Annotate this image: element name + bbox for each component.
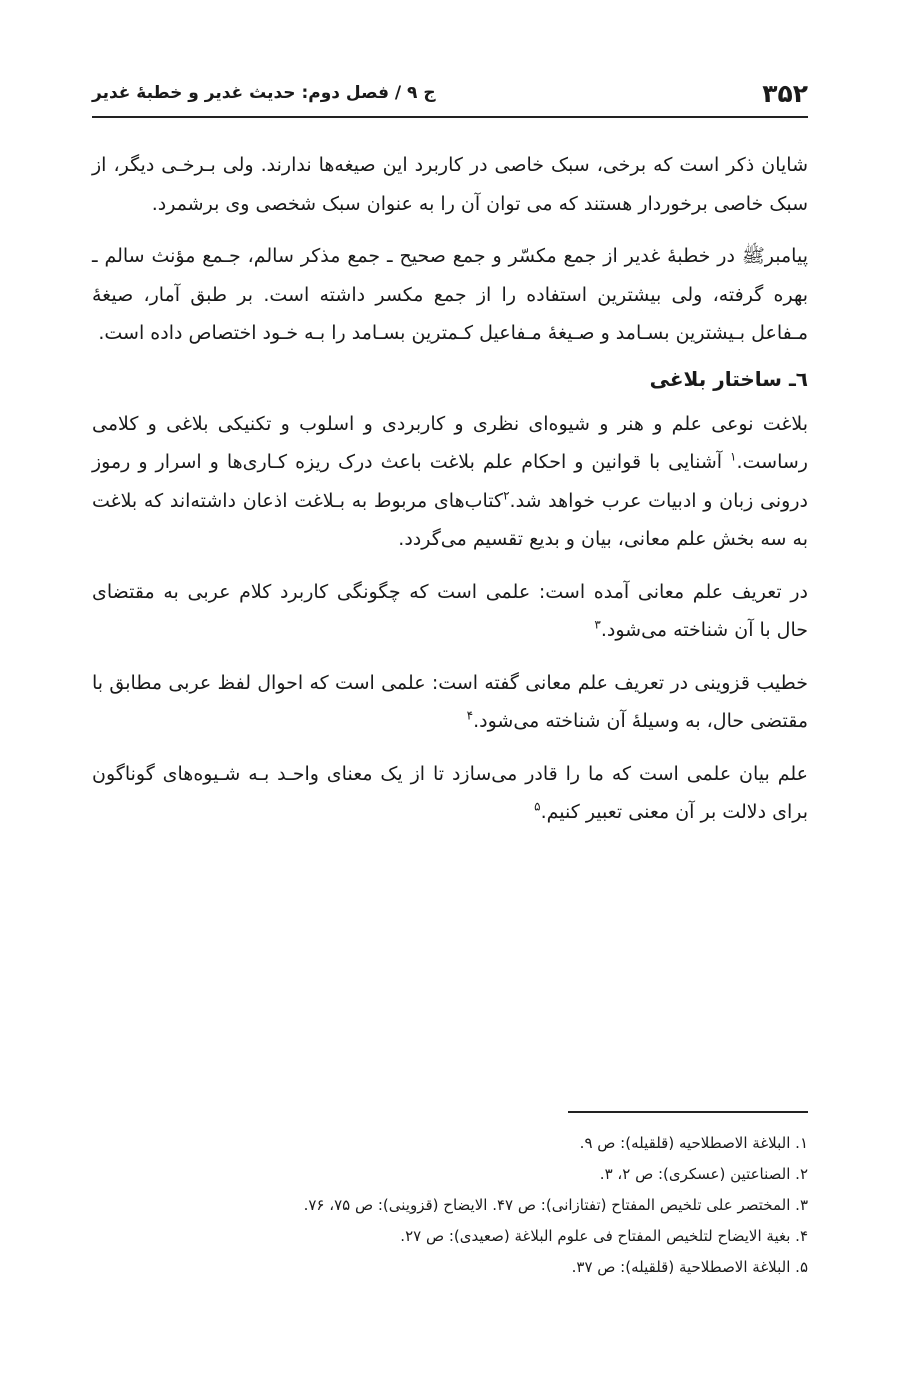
paragraph-3-part-1: بلاغت نوعی علم و هنر و شیوه‌ای نظری و کاربردی و اسلوب و تکنیکی بلاغی و کلامی رساست. <box>92 412 808 473</box>
footnote-5: ۵. البلاغة الاصطلاحیة (قلقیله): ص ۳۷. <box>571 1258 808 1276</box>
footnote-divider <box>568 1111 808 1113</box>
paragraph-4 <box>92 573 808 650</box>
footnotes <box>92 1128 808 1283</box>
paragraph-6-text: علم بیان علمی است که ما را قادر می‌سازد تا از یک معنای واحـد بـه شـیوه‌های گوناگون برای دلالت بر آن معنی تعبیر کنیم. <box>92 762 808 823</box>
main-text <box>92 146 808 846</box>
footnote-ref-2[interactable]: ۲ <box>503 488 510 503</box>
footnote-4: ۴. بغیة الایضاح لتلخیص المفتاح فی علوم البلاغة (صعیدی): ص ۲۷. <box>400 1227 808 1245</box>
paragraph-5-text: خطیب قزوینی در تعریف علم معانی گفته است: علمی است که احوال لفظ عربی مطابق با مقتضی حال، به وسیلهٔ آن شناخته می‌شود. <box>92 671 808 732</box>
footnote-ref-1[interactable]: ۱ <box>730 449 737 464</box>
footnote-1: ۱. البلاغة الاصطلاحیه (قلقیله): ص ۹. <box>579 1134 808 1152</box>
running-title: ج ۹ / فصل دوم: حدیث غدیر و خطبهٔ غدیر <box>92 83 436 103</box>
footnote-ref-3[interactable]: ۳ <box>594 617 601 632</box>
footnote-ref-4[interactable]: ۴ <box>466 708 474 723</box>
paragraph-3-part-3: کتاب‌های مربوط به بـلاغت اذعان داشته‌اند که بلاغت به سه بخش علم معانی، بیان و بدیع تقسیم می‌گردد. <box>92 489 808 550</box>
page-number: ۳۵۲ <box>762 78 808 108</box>
footnote-3: ۳. المختصر علی تلخیص المفتاح (تفتازانی): ص ۴۷. الایضاح (قزوینی): ص ۷۵، ۷۶. <box>303 1196 808 1214</box>
paragraph-3 <box>92 405 808 559</box>
footnote-ref-5[interactable]: ۵ <box>534 799 541 814</box>
section-heading: ٦ـ ساختار بلاغی <box>649 366 808 391</box>
paragraph-6 <box>92 755 808 832</box>
paragraph-4-text: در تعریف علم معانی آمده است: علمی است که چگونگی کاربرد کلام عربی به مقتضای حال با آن شناخته می‌شود. <box>92 580 808 641</box>
paragraph-3-part-2: آشنایی با قوانین و احکام علم بلاغت باعث درک ریزه کـاری‌ها و اسرار و رموز درونی زبان و ادبیات عرب خواهد شد. <box>92 451 808 512</box>
page-header <box>92 70 808 118</box>
paragraph-2: پیامبرﷺ در خطبهٔ غدیر از جمع مکسّر و جمع صحیح ـ جمع مذکر سالم، جـمع مؤنث سالم ـ بهره گرفته، ولی بیشترین استفاده را از جمع مکسر داشته است. بر طبق آمار، صیغهٔ مـفاعل بـیشترین بسـامد و صـیغهٔ مـفاعیل کـمترین بسـامد را بـه خـود اختصاص داده است. <box>92 245 808 344</box>
paragraph-5 <box>92 664 808 741</box>
footnote-2: ۲. الصناعتین (عسکری): ص ۲، ۳. <box>599 1165 808 1183</box>
paragraph-1: شایان ذکر است که برخی، سبک خاصی در کاربرد این صیغه‌ها ندارند. ولی بـرخـی دیگر، از سبک خاصی برخوردار هستند که می توان آن را به عنوان سبک شخصی وی برشمرد. <box>92 154 808 215</box>
